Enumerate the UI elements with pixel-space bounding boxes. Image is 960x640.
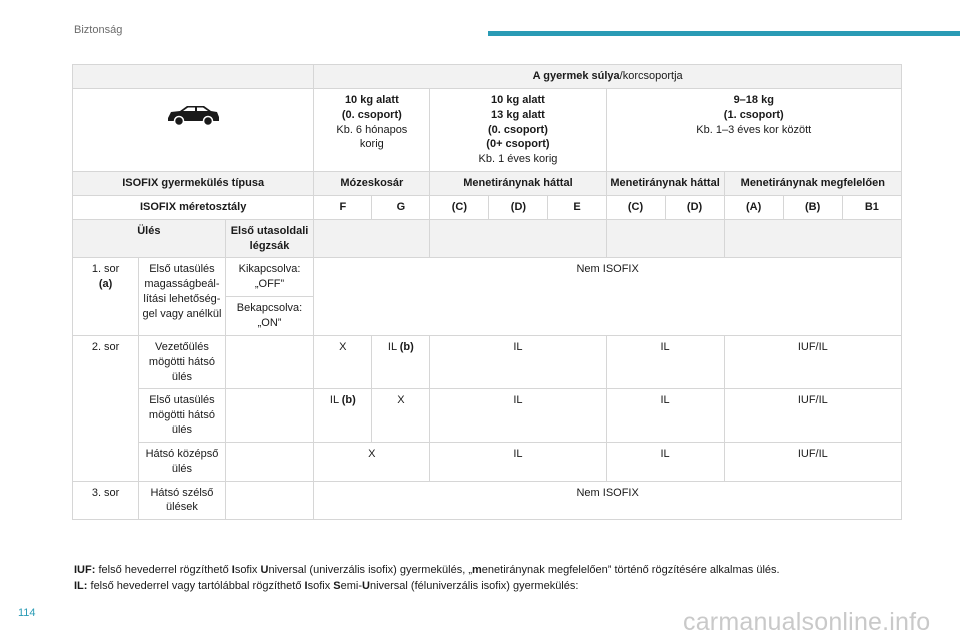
size-cell: E: [548, 195, 606, 219]
isofix-table: [72, 64, 902, 520]
value-cell: IL: [430, 335, 606, 389]
row2-driver: [73, 335, 902, 389]
seat-cell: Hátsó szélső ülések: [139, 481, 226, 520]
seat-header: Ülés: [73, 219, 226, 258]
airbag-cell: [225, 335, 314, 389]
value-cell: IUF/IL: [724, 442, 901, 481]
value-cell: X: [372, 389, 430, 443]
seat-cell: Első utasülés mögötti hátsó ülés: [139, 389, 226, 443]
airbag-off-cell: Kikapcsolva: „OFF”: [225, 258, 314, 297]
notes: [74, 562, 934, 594]
row-label: 2. sor: [73, 335, 139, 481]
value-cell: IUF/IL: [724, 389, 901, 443]
type-row: [73, 172, 902, 196]
airbag-cell: [225, 389, 314, 443]
row-label: 1. sor (a): [73, 258, 139, 335]
empty-cell: [606, 219, 724, 258]
row2-passenger: [73, 389, 902, 443]
size-cell: (A): [724, 195, 783, 219]
value-cell: Nem ISOFIX: [314, 258, 902, 335]
empty-cell: [430, 219, 606, 258]
group-row: [73, 88, 902, 171]
size-row-label: ISOFIX méretosztály: [73, 195, 314, 219]
row-label: 3. sor: [73, 481, 139, 520]
size-cell: (C): [430, 195, 489, 219]
size-cell: B1: [842, 195, 901, 219]
value-cell: Nem ISOFIX: [314, 481, 902, 520]
value-cell: IL: [430, 442, 606, 481]
value-cell: IL (b): [314, 389, 372, 443]
type-cell: Menetiránynak háttal: [606, 172, 724, 196]
seat-cell: Első utasülés magasságbeál-lítási lehetőség-gel vagy anélkül: [139, 258, 226, 335]
section-title: Biztonság: [74, 24, 123, 36]
il-note: IL: felső hevederrel vagy tartólábbal rögzíthető Isofix Semi-Universal (féluniverzális isofix) gyermekülés:: [74, 580, 579, 592]
blank-cell: [73, 65, 314, 89]
row1-off: [73, 258, 902, 297]
watermark: carmanualsonline.info: [683, 608, 931, 636]
size-row: [73, 195, 902, 219]
car-icon-cell: [73, 88, 314, 171]
value-cell: X: [314, 335, 372, 389]
value-cell: X: [314, 442, 430, 481]
iuf-note: IUF: felső hevederrel rögzíthető Isofix Universal (univerzális isofix) gyermekülés, „menetiránynak megfelelően” történő rögzítésére alkalmas ülés.: [74, 564, 780, 576]
page-number: 114: [18, 607, 36, 619]
airbag-cell: [225, 442, 314, 481]
value-cell: IL: [606, 442, 724, 481]
group-cell: 9–18 kg (1. csoport) Kb. 1–3 éves kor között: [606, 88, 902, 171]
seat-cell: Vezetőülés mögötti hátsó ülés: [139, 335, 226, 389]
type-cell: Menetiránynak megfelelően: [724, 172, 901, 196]
value-cell: IUF/IL: [724, 335, 901, 389]
airbag-on-cell: Bekapcsolva: „ON”: [225, 297, 314, 336]
weight-header-row: [73, 65, 902, 89]
airbag-cell: [225, 481, 314, 520]
type-cell: Menetiránynak háttal: [430, 172, 606, 196]
value-cell: IL: [606, 335, 724, 389]
size-cell: (D): [665, 195, 724, 219]
row2-center: [73, 442, 902, 481]
size-cell: G: [372, 195, 430, 219]
airbag-header: Első utasoldali légzsák: [225, 219, 314, 258]
row3: [73, 481, 902, 520]
seat-header-row: [73, 219, 902, 258]
value-cell: IL (b): [372, 335, 430, 389]
group-cell: 10 kg alatt 13 kg alatt (0. csoport) (0+ csoport) Kb. 1 éves korig: [430, 88, 606, 171]
size-cell: F: [314, 195, 372, 219]
size-cell: (B): [783, 195, 842, 219]
empty-cell: [314, 219, 430, 258]
header-accent-bar: [488, 31, 960, 36]
size-cell: (C): [606, 195, 665, 219]
car-side-icon: [165, 103, 221, 127]
group-cell: 10 kg alatt (0. csoport) Kb. 6 hónapos korig: [314, 88, 430, 171]
type-cell: Mózeskosár: [314, 172, 430, 196]
seat-cell: Hátsó középső ülés: [139, 442, 226, 481]
type-row-label: ISOFIX gyermekülés típusa: [73, 172, 314, 196]
value-cell: IL: [606, 389, 724, 443]
empty-cell: [724, 219, 901, 258]
weight-header: A gyermek súlya/korcsoportja: [314, 65, 902, 89]
value-cell: IL: [430, 389, 606, 443]
size-cell: (D): [489, 195, 548, 219]
